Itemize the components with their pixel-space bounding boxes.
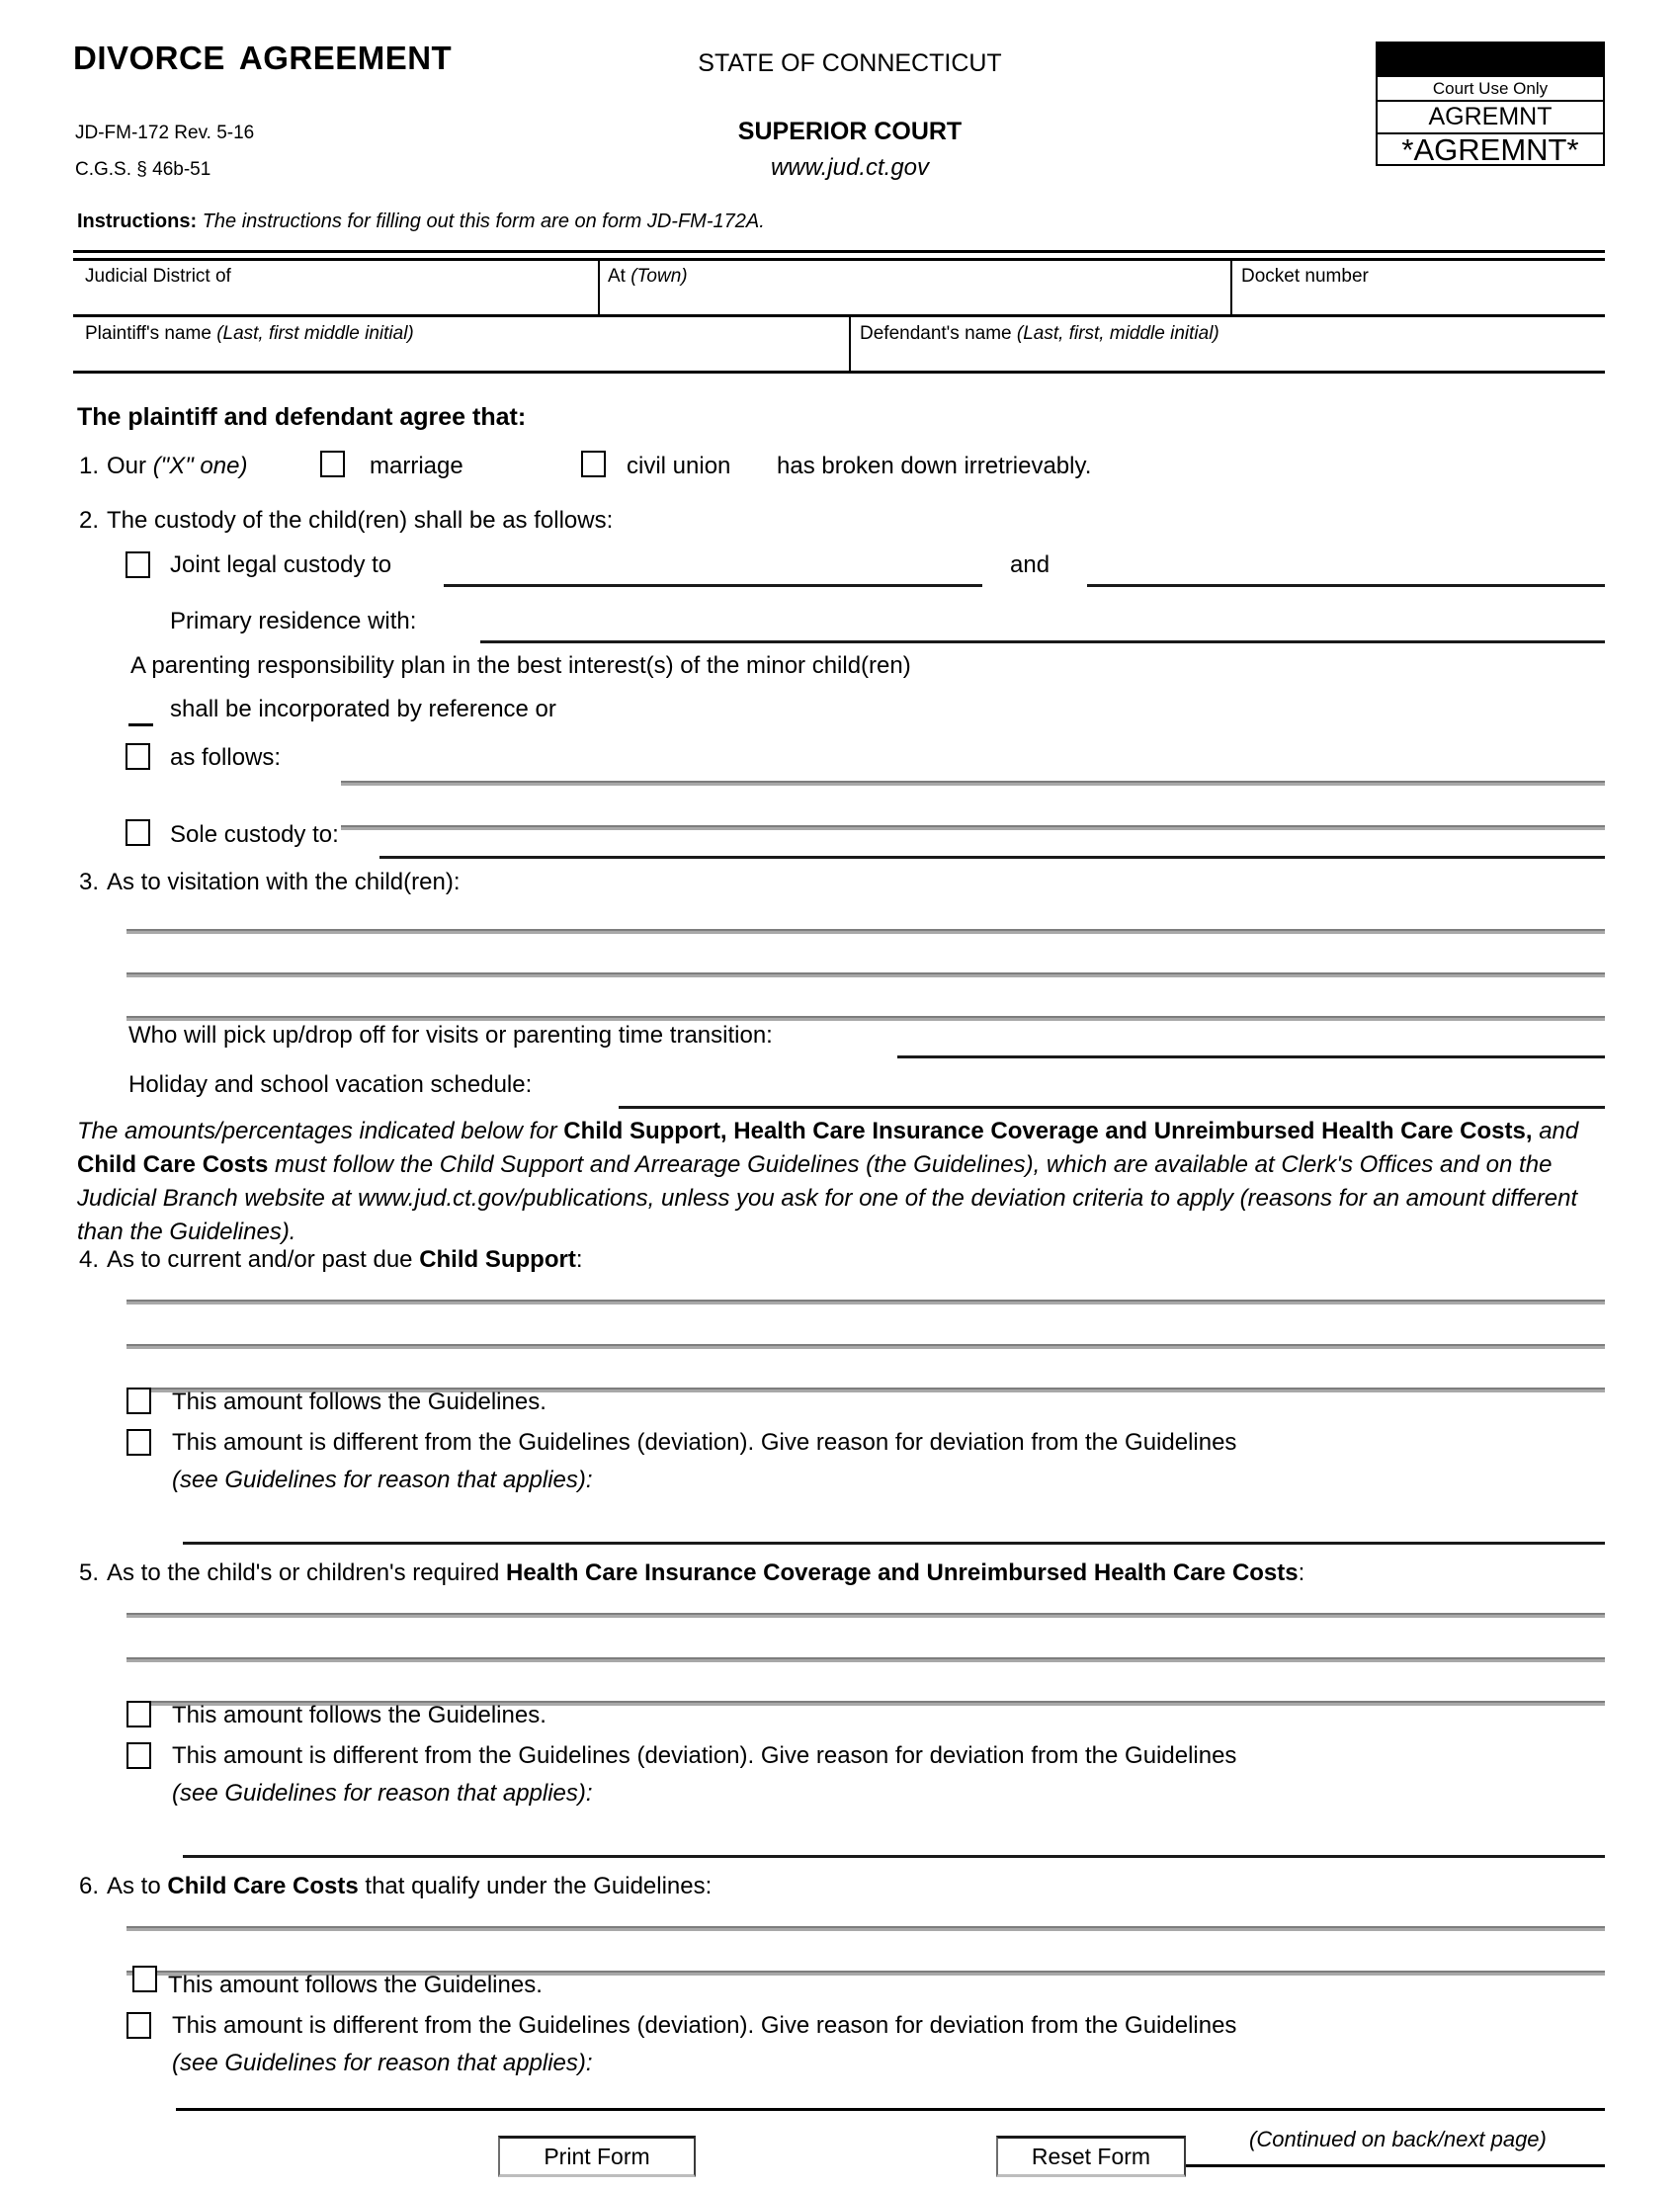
primary-residence-input[interactable]: [480, 608, 1605, 640]
item5-text: As to the child's or children's required Health Care Insurance Coverage and Unreimbursed Health Care Costs:: [107, 1559, 1305, 1586]
visitation-input-3[interactable]: [126, 979, 1605, 1016]
footer-continued-rule: [1162, 2164, 1605, 2167]
item5-number: 5.: [79, 1559, 100, 1586]
visitation-line-2: [126, 972, 1605, 977]
hc-deviation-reason-line: [183, 1855, 1605, 1858]
table-divider-town-docket: [1230, 261, 1232, 317]
docket-number-input[interactable]: [1241, 289, 1595, 314]
guidelines-note: [77, 1115, 1609, 1249]
instructions-label: Instructions:: [77, 210, 198, 232]
item2-incorporated-label: shall be incorporated by reference or: [170, 696, 556, 722]
cs-deviation-label-line2: (see Guidelines for reason that applies):: [172, 1467, 593, 1493]
state-name: STATE OF CONNECTICUT: [698, 49, 1002, 77]
item2-text: The custody of the child(ren) shall be as follows:: [107, 507, 614, 534]
visitation-input-1[interactable]: [126, 897, 1605, 929]
guidelines-note-seg1: The amounts/percentages indicated below for: [77, 1118, 564, 1144]
child-care-line-1: [126, 1926, 1605, 1931]
court-use-only-box: [1376, 42, 1605, 166]
title-word-divorce: DIVORCE: [73, 40, 225, 76]
sole-custody-input[interactable]: [379, 823, 1605, 856]
child-care-input-2[interactable]: [126, 1933, 1605, 1971]
defendant-name-input[interactable]: [860, 346, 1595, 371]
guidelines-note-bold1: Child Support, Health Care Insurance Coverage and Unreimbursed Health Care Costs,: [563, 1118, 1533, 1144]
item2-number: 2.: [79, 507, 100, 534]
cc-deviation-label-line1: This amount is different from the Guidelines (deviation). Give reason for deviation from the Guidelines: [172, 2012, 1237, 2039]
table-top-border-outer: [73, 250, 1605, 253]
field-label-docket-number: Docket number: [1241, 266, 1369, 287]
item3-number: 3.: [79, 869, 100, 895]
visitation-line-3: [126, 1016, 1605, 1021]
item2-and-label: and: [1010, 551, 1050, 578]
reset-form-button[interactable]: Reset Form: [996, 2136, 1186, 2177]
item4-text: As to current and/or past due Child Support:: [107, 1246, 583, 1273]
child-support-line-2: [126, 1344, 1605, 1349]
table-divider-plaintiff-defendant: [849, 317, 851, 374]
hc-deviation-label-line2: (see Guidelines for reason that applies):: [172, 1780, 593, 1807]
checkbox-cs-deviation[interactable]: [126, 1429, 151, 1456]
barcode-text: *AGREMNT*: [1401, 132, 1579, 167]
item2-as-follows-label: as follows:: [170, 744, 282, 771]
court-use-only-label: Court Use Only: [1432, 79, 1549, 98]
child-support-input-2[interactable]: [126, 1306, 1605, 1344]
field-label-at-town: At (Town): [608, 266, 688, 287]
health-care-input-1[interactable]: [126, 1587, 1605, 1613]
pickup-input[interactable]: [897, 1022, 1605, 1055]
form-code-abbrev: AGREMNT: [1428, 103, 1553, 130]
health-care-line-1: [126, 1613, 1605, 1618]
holiday-line: [619, 1106, 1605, 1109]
item6-text: As to Child Care Costs that qualify under the Guidelines:: [107, 1873, 713, 1899]
title-word-agreement: AGREEMENT: [238, 40, 453, 76]
judicial-district-input[interactable]: [85, 289, 589, 314]
table-middle-border: [73, 314, 1605, 317]
black-bar: [1378, 43, 1603, 77]
item1-number: 1.: [79, 453, 100, 479]
checkbox-joint-legal-custody[interactable]: [126, 551, 150, 578]
item3-holiday-label: Holiday and school vacation schedule:: [128, 1071, 533, 1098]
cs-deviation-reason-line: [183, 1542, 1605, 1545]
child-support-line-1: [126, 1300, 1605, 1305]
page-title: [73, 40, 452, 77]
sole-custody-line: [379, 856, 1605, 859]
plan-as-follows-input-1[interactable]: [341, 748, 1605, 781]
table-bottom-border: [73, 371, 1605, 374]
checkbox-hc-follows-guidelines[interactable]: [126, 1701, 151, 1727]
checkbox-cs-follows-guidelines[interactable]: [126, 1388, 151, 1414]
checkbox-sole-custody[interactable]: [126, 819, 150, 846]
plan-as-follows-line-1: [341, 781, 1605, 786]
checkbox-plan-as-follows[interactable]: [126, 743, 150, 770]
item2-primary-residence-label: Primary residence with:: [170, 608, 417, 634]
continued-notice: (Continued on back/next page): [1249, 2127, 1547, 2151]
item4-number: 4.: [79, 1246, 100, 1273]
item1-lead: Our ("X" one): [107, 453, 248, 479]
checkbox-incorporated-by-reference[interactable]: [128, 723, 153, 726]
item1-option-marriage-label: marriage: [370, 453, 463, 479]
checkbox-marriage[interactable]: [320, 451, 345, 477]
health-care-line-2: [126, 1657, 1605, 1662]
guidelines-note-seg3: and: [1532, 1118, 1579, 1144]
primary-residence-line: [480, 640, 1605, 643]
table-divider-district-town: [598, 261, 600, 317]
agreement-heading: The plaintiff and defendant agree that:: [77, 403, 527, 431]
health-care-input-3[interactable]: [126, 1664, 1605, 1701]
at-town-input[interactable]: [608, 289, 1220, 314]
hc-deviation-label-line1: This amount is different from the Guidelines (deviation). Give reason for deviation from the Guidelines: [172, 1742, 1237, 1769]
statute-reference: C.G.S. § 46b-51: [75, 159, 211, 180]
item2-plan-intro: A parenting responsibility plan in the best interest(s) of the minor child(ren): [130, 652, 911, 679]
joint-custody-input-1[interactable]: [444, 551, 982, 584]
table-top-border-inner: [73, 258, 1605, 261]
court-website: www.jud.ct.gov: [770, 154, 930, 181]
checkbox-cc-follows-guidelines[interactable]: [132, 1966, 157, 1992]
joint-custody-line-2: [1087, 584, 1605, 587]
item1-option-civil-union-label: civil union: [627, 453, 731, 479]
field-label-plaintiff-name: Plaintiff's name (Last, first middle initial): [85, 323, 414, 344]
form-number: JD-FM-172 Rev. 5-16: [75, 123, 255, 143]
health-care-input-2[interactable]: [126, 1620, 1605, 1657]
checkbox-cc-deviation[interactable]: [126, 2012, 151, 2039]
joint-custody-line-1: [444, 584, 982, 587]
instructions: [77, 210, 765, 233]
plaintiff-name-input[interactable]: [85, 346, 841, 371]
holiday-input[interactable]: [619, 1072, 1605, 1106]
instructions-text: The instructions for filling out this form are on form JD-FM-172A.: [202, 210, 765, 232]
cs-deviation-label-line1: This amount is different from the Guidelines (deviation). Give reason for deviation from the Guidelines: [172, 1429, 1237, 1456]
field-label-judicial-district: Judicial District of: [85, 266, 231, 287]
cc-deviation-label-line2: (see Guidelines for reason that applies):: [172, 2050, 593, 2076]
pickup-line: [897, 1055, 1605, 1058]
guidelines-note-bold2: Child Care Costs: [77, 1151, 269, 1178]
child-support-input-1[interactable]: [126, 1273, 1605, 1300]
joint-custody-input-2[interactable]: [1087, 551, 1605, 584]
cs-follows-guidelines-label: This amount follows the Guidelines.: [172, 1389, 546, 1415]
item3-pickup-label: Who will pick up/drop off for visits or parenting time transition:: [128, 1022, 773, 1049]
footer-divider: [176, 2108, 1605, 2111]
guidelines-note-seg5: must follow the Child Support and Arrearage Guidelines (the Guidelines), which are available at Clerk's Offices and on the Judicial Branch website at www.jud.ct.gov/publications, unless you ask for one of the deviation criteria to apply (reasons for an amount different than the Guidelines).: [77, 1151, 1578, 1245]
checkbox-hc-deviation[interactable]: [126, 1742, 151, 1769]
field-label-defendant-name: Defendant's name (Last, first, middle initial): [860, 323, 1219, 344]
child-care-input-1[interactable]: [126, 1900, 1605, 1926]
child-support-input-3[interactable]: [126, 1351, 1605, 1388]
item6-number: 6.: [79, 1873, 100, 1899]
checkbox-civil-union[interactable]: [581, 451, 606, 477]
item2-sole-custody-label: Sole custody to:: [170, 821, 339, 848]
hc-follows-guidelines-label: This amount follows the Guidelines.: [172, 1702, 546, 1728]
item2-joint-legal-label: Joint legal custody to: [170, 551, 392, 578]
visitation-line-1: [126, 929, 1605, 934]
item1-tail: has broken down irretrievably.: [777, 453, 1092, 479]
visitation-input-2[interactable]: [126, 936, 1605, 972]
court-name: SUPERIOR COURT: [737, 118, 963, 145]
print-form-button[interactable]: Print Form: [498, 2136, 696, 2177]
cc-follows-guidelines-label: This amount follows the Guidelines.: [168, 1972, 543, 1998]
plan-as-follows-input-2[interactable]: [341, 789, 1605, 825]
item3-text: As to visitation with the child(ren):: [107, 869, 461, 895]
